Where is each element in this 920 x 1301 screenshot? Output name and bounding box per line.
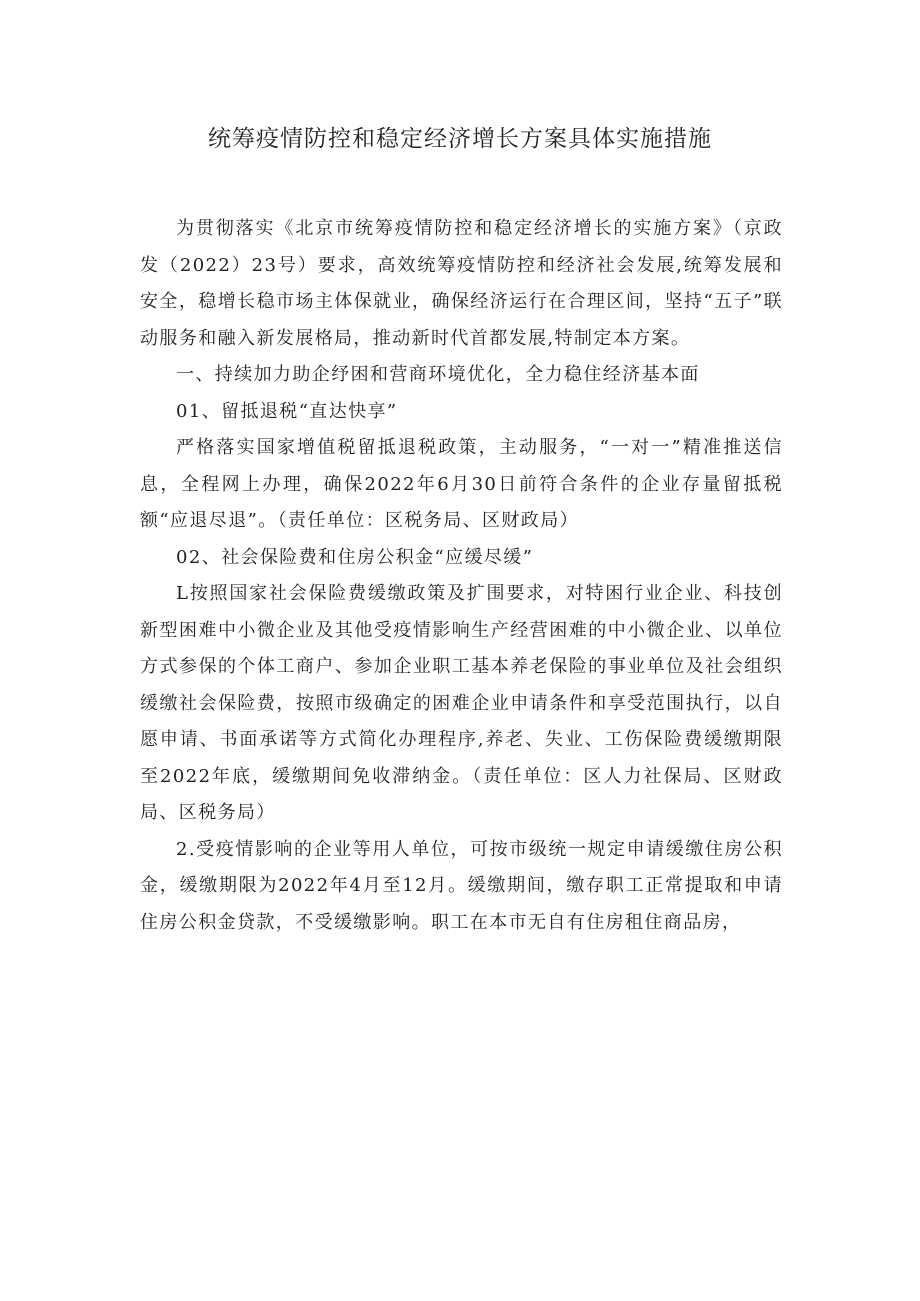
paragraph-intro: 为贯彻落实《北京市统筹疫情防控和稳定经济增长的实施方案》（京政发（2022）23号）要求，高效统筹疫情防控和经济社会发展,统筹发展和安全，稳增长稳市场主体保就业，确保经济运行在合理区间，坚持“五子”联动服务和融入新发展格局，推动新时代首都发展,特制定本方案。 [140, 218, 783, 349]
subsection-heading-01: 01、留抵退税“直达快享” [176, 400, 398, 422]
paragraph-social-insurance: L按照国家社会保险费缓缴政策及扩围要求，对特困行业企业、科技创新型困难中小微企业及其他受疫情影响生产经营困难的中小微企业、以单位方式参保的个体工商户、参加企业职工基本养老保险的事业单位及社会组织缓缴社会保险费，按照市级确定的困难企业申请条件和享受范围执行，以自愿申请、书面承诺等方式简化办理程序,养老、失业、工伤保险费缓缴期限至2022年底，缓缴期间免收滞纳金。（责任单位：区人力社保局、区财政局、区税务局） [140, 583, 783, 823]
paragraph-housing-fund: 2.受疫情影响的企业等用人单位，可按市级统一规定申请缓缴住房公积金，缓缴期限为2022年4月至12月。缓缴期间，缴存职工正常提取和申请住房公积金贷款，不受缓缴影响。职工在本市无自有住房租住商品房， [140, 838, 783, 933]
document-body [140, 211, 783, 941]
document-title: 统筹疫情防控和稳定经济增长方案具体实施措施 [208, 126, 712, 152]
paragraph-tax-refund: 严格落实国家增值税留抵退税政策，主动服务，“一对一”精准推送信息，全程网上办理，确保2022年6月30日前符合条件的企业存量留抵税额“应退尽退”。（责任单位：区税务局、区财政局） [140, 437, 783, 531]
section-heading-1: 一、持续加力助企纾困和营商环境优化，全力稳住经济基本面 [176, 364, 700, 385]
subsection-heading-02: 02、社会保险费和住房公积金“应缓尽缓” [176, 546, 534, 568]
